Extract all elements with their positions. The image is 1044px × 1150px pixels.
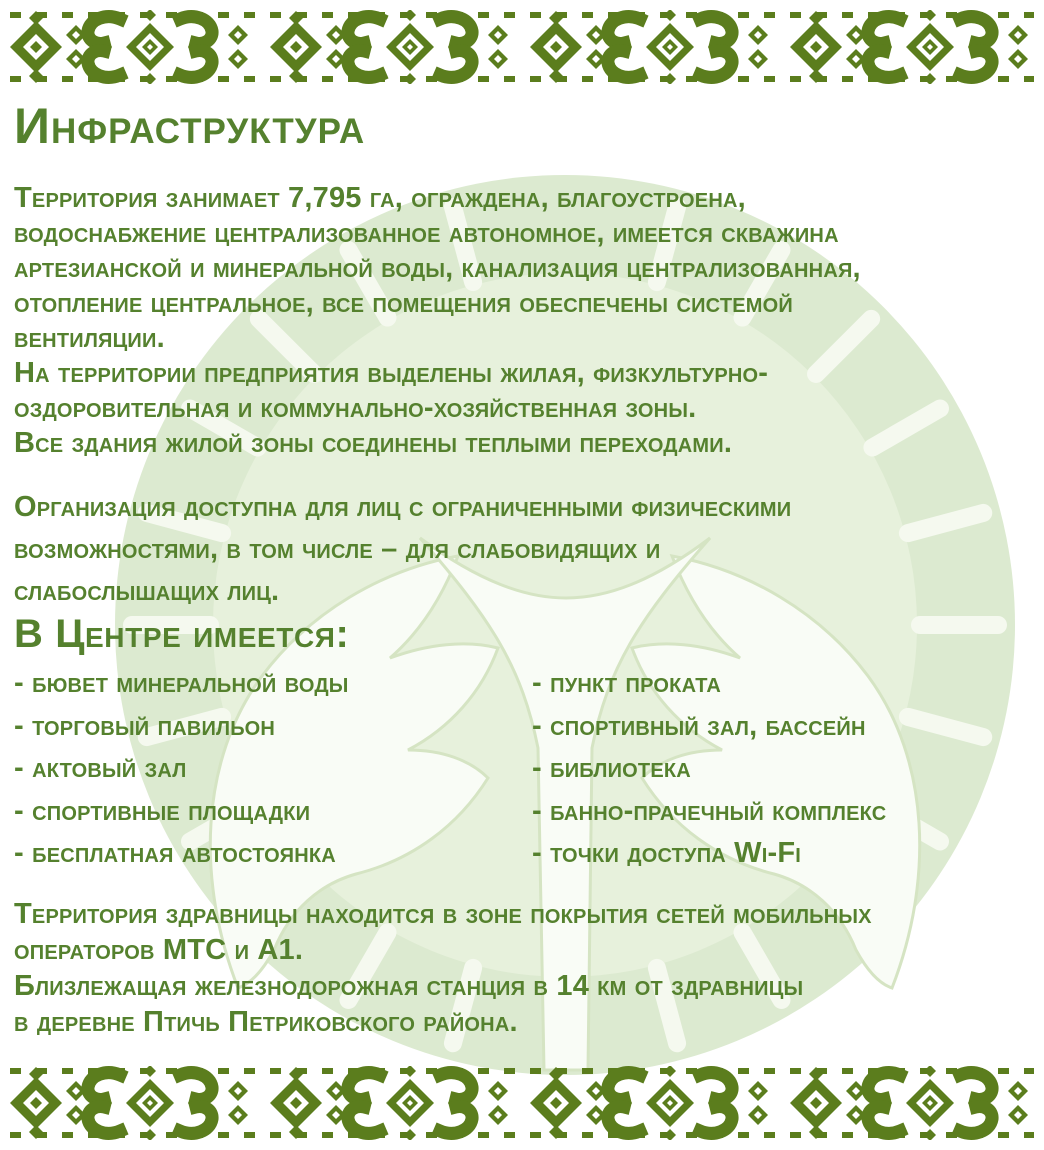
amenity-item: - бювет минеральной воды xyxy=(14,667,349,699)
amenity-item: - банно-прачечный комплекс xyxy=(532,794,887,827)
text-line: вентиляции. xyxy=(14,322,165,354)
text-line: оздоровительная и коммунально-хозяйственная зоны. xyxy=(14,392,697,424)
text-line: Территория здравницы находится в зоне покрытия сетей мобильных xyxy=(14,898,872,930)
amenity-item: - спортивные площадки xyxy=(14,794,311,827)
text-line: Все здания жилой зоны соединены теплыми переходами. xyxy=(14,427,733,459)
text-line: Близлежащая железнодорожная станция в 14 км от здравницы xyxy=(14,970,804,1002)
ornament-border-top xyxy=(10,10,1034,84)
text-line: Организация доступна для лиц с ограниченными физическими xyxy=(14,491,792,523)
territory-paragraph xyxy=(14,181,861,461)
amenity-item: - торговый павильон xyxy=(14,709,275,742)
text-line: На территории предприятия выделены жилая, физкультурно- xyxy=(14,357,769,389)
center-amenities-heading: В Центре имеется: xyxy=(14,612,350,656)
amenities-list-right xyxy=(532,662,886,875)
amenity-item: - актовый зал xyxy=(14,752,187,784)
amenities-list-left xyxy=(14,662,349,875)
text-line: водоснабжение централизованное автономное, имеется скважина xyxy=(14,217,839,249)
ornament-border-bottom xyxy=(10,1066,1034,1140)
text-line: в деревне Птичь Петриковского района. xyxy=(14,1006,518,1038)
amenity-item: - точки доступа Wi-Fi xyxy=(532,837,802,869)
coverage-paragraph xyxy=(14,896,872,1040)
text-line: отопление центральное, все помещения обеспечены системой xyxy=(14,287,793,319)
amenity-item: - спортивный зал, бассейн xyxy=(532,709,866,742)
text-line: артезианской и минеральной воды, канализация централизованная, xyxy=(14,252,861,284)
amenity-item: - библиотека xyxy=(532,752,691,784)
page-title: Инфраструктура xyxy=(14,98,366,154)
text-line: слабослышащих лиц. xyxy=(14,575,280,607)
text-line: Территория занимает 7,795 га, ограждена, благоустроена, xyxy=(14,182,746,214)
text-line: возможностями, в том числе – для слабовидящих и xyxy=(14,533,661,565)
accessibility-paragraph xyxy=(14,486,791,612)
amenity-item: - бесплатная автостоянка xyxy=(14,837,336,869)
text-line: операторов МТС и А1. xyxy=(14,934,304,966)
amenity-item: - пункт проката xyxy=(532,667,722,699)
